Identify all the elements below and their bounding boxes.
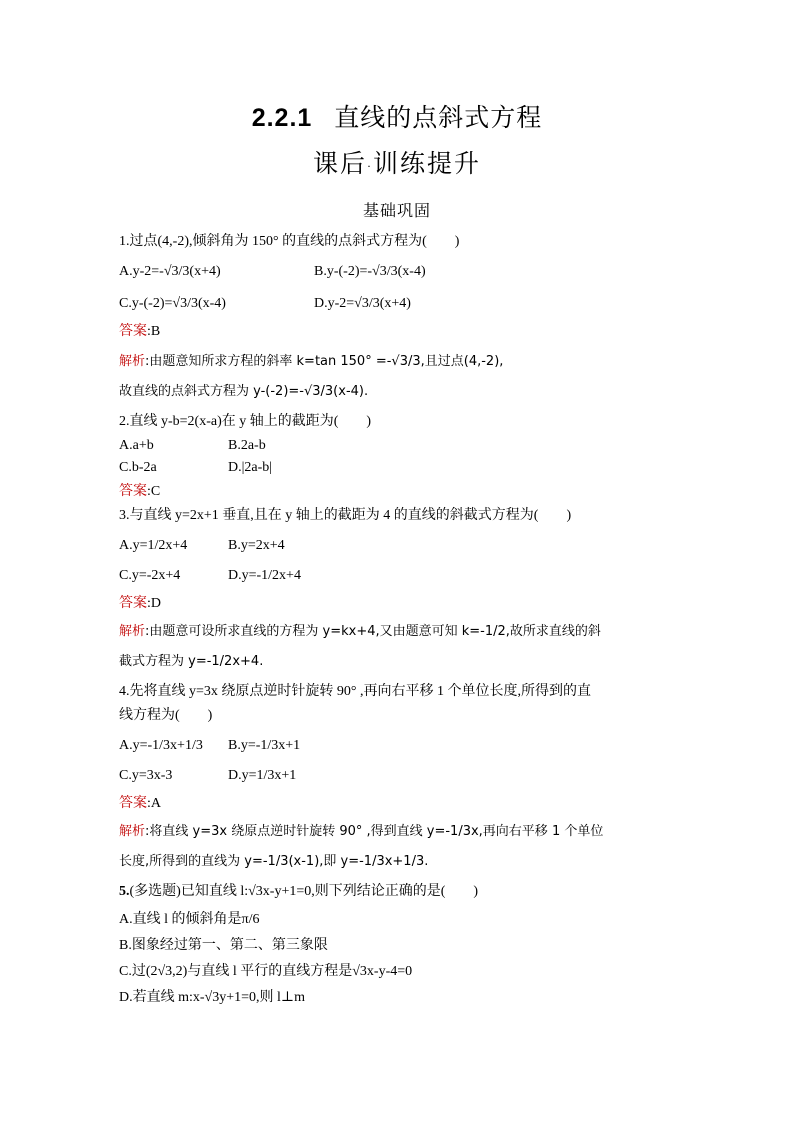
q3-analysis-line1 — [119, 622, 601, 642]
q3-option-b: B.y=2x+4 — [228, 538, 285, 553]
q1-option-c: C.y-(-2)=√3/3(x-4) — [119, 296, 226, 311]
q3-option-d: D.y=-1/2x+4 — [228, 568, 301, 583]
q2-option-b: B.2a-b — [228, 438, 266, 453]
q3-answer — [119, 594, 161, 614]
q4-option-d: D.y=1/3x+1 — [228, 768, 297, 783]
subtitle — [0, 144, 794, 180]
q2-stem: 2.直线 y-b=2(x-a)在 y 轴上的截距为( ) — [119, 414, 372, 429]
q5-option-c: C.过(2√3,2)与直线 l 平行的直线方程是√3x-y-4=0 — [119, 964, 413, 979]
q5-option-b: B.图象经过第一、第二、第三象限 — [119, 938, 328, 953]
q1-option-d: D.y-2=√3/3(x+4) — [314, 296, 411, 311]
q4-stem-line2: 线方程为( ) — [119, 708, 213, 723]
answer-value: :C — [147, 484, 161, 499]
q4-analysis-line2: 长度,所得到的直线为 y=-1/3(x-1),即 y=-1/3x+1/3. — [119, 854, 429, 869]
section-number: 2.2.1 — [251, 104, 313, 132]
q2-option-c: C.b-2a — [119, 460, 157, 475]
question-text: (多选题)已知直线 l:√3x-y+1=0,则下列结论正确的是( ) — [129, 884, 479, 899]
q2-answer — [119, 482, 160, 502]
q3-option-a: A.y=1/2x+4 — [119, 538, 188, 553]
analysis-label: 解析 — [119, 624, 146, 639]
q4-option-a: A.y=-1/3x+1/3 — [119, 738, 203, 753]
answer-label: 答案 — [119, 484, 147, 499]
q2-option-a: A.a+b — [119, 438, 154, 453]
q4-answer — [119, 794, 161, 814]
q1-answer — [119, 322, 160, 342]
analysis-label: 解析 — [119, 354, 146, 369]
q1-analysis-line2: 故直线的点斜式方程为 y-(-2)=-√3/3(x-4). — [119, 384, 369, 399]
q3-option-c: C.y=-2x+4 — [119, 568, 181, 583]
answer-label: 答案 — [119, 796, 147, 811]
answer-value: :B — [147, 324, 161, 339]
q1-analysis-line1 — [119, 352, 503, 372]
section-title — [0, 98, 794, 134]
q3-stem: 3.与直线 y=2x+1 垂直,且在 y 轴上的截距为 4 的直线的斜截式方程为( ) — [119, 508, 572, 523]
answer-label: 答案 — [119, 596, 147, 611]
q3-analysis-line2: 截式方程为 y=-1/2x+4. — [119, 654, 264, 669]
section-name: 直线的点斜式方程 — [334, 104, 543, 132]
answer-value: :D — [147, 596, 161, 611]
subtitle-part-b: 训练提升 — [373, 150, 482, 178]
q1-option-b: B.y-(-2)=-√3/3(x-4) — [314, 264, 426, 279]
part-title: 基础巩固 — [362, 203, 431, 220]
q4-option-c: C.y=3x-3 — [119, 768, 173, 783]
q4-analysis-line1 — [119, 822, 603, 842]
question-number: 5. — [119, 884, 130, 899]
subtitle-dot: · — [367, 158, 373, 173]
analysis-text: :由题意知所求方程的斜率 k=tan 150° =-√3/3,且过点(4,-2), — [145, 354, 504, 369]
q4-option-b: B.y=-1/3x+1 — [228, 738, 301, 753]
subtitle-part-a: 课后 — [312, 150, 367, 178]
q5-option-a: A.直线 l 的倾斜角是π/6 — [119, 912, 260, 927]
q1-stem: 1.过点(4,-2),倾斜角为 150° 的直线的点斜式方程为( ) — [119, 234, 460, 249]
answer-label: 答案 — [119, 324, 147, 339]
q5-option-d: D.若直线 m:x-√3y+1=0,则 l⊥m — [119, 990, 305, 1005]
analysis-text: :将直线 y=3x 绕原点逆时针旋转 90° ,得到直线 y=-1/3x,再向右平移 1 个单位 — [145, 824, 604, 839]
q2-option-d: D.|2a-b| — [228, 460, 273, 475]
answer-value: :A — [147, 796, 161, 811]
q1-option-a: A.y-2=-√3/3(x+4) — [119, 264, 221, 279]
analysis-text: :由题意可设所求直线的方程为 y=kx+4,又由题意可知 k=-1/2,故所求直线的斜 — [145, 624, 601, 639]
analysis-label: 解析 — [119, 824, 146, 839]
q5-stem — [119, 882, 478, 902]
q4-stem-line1: 4.先将直线 y=3x 绕原点逆时针旋转 90° ,再向右平移 1 个单位长度,所得到的直 — [119, 684, 591, 699]
